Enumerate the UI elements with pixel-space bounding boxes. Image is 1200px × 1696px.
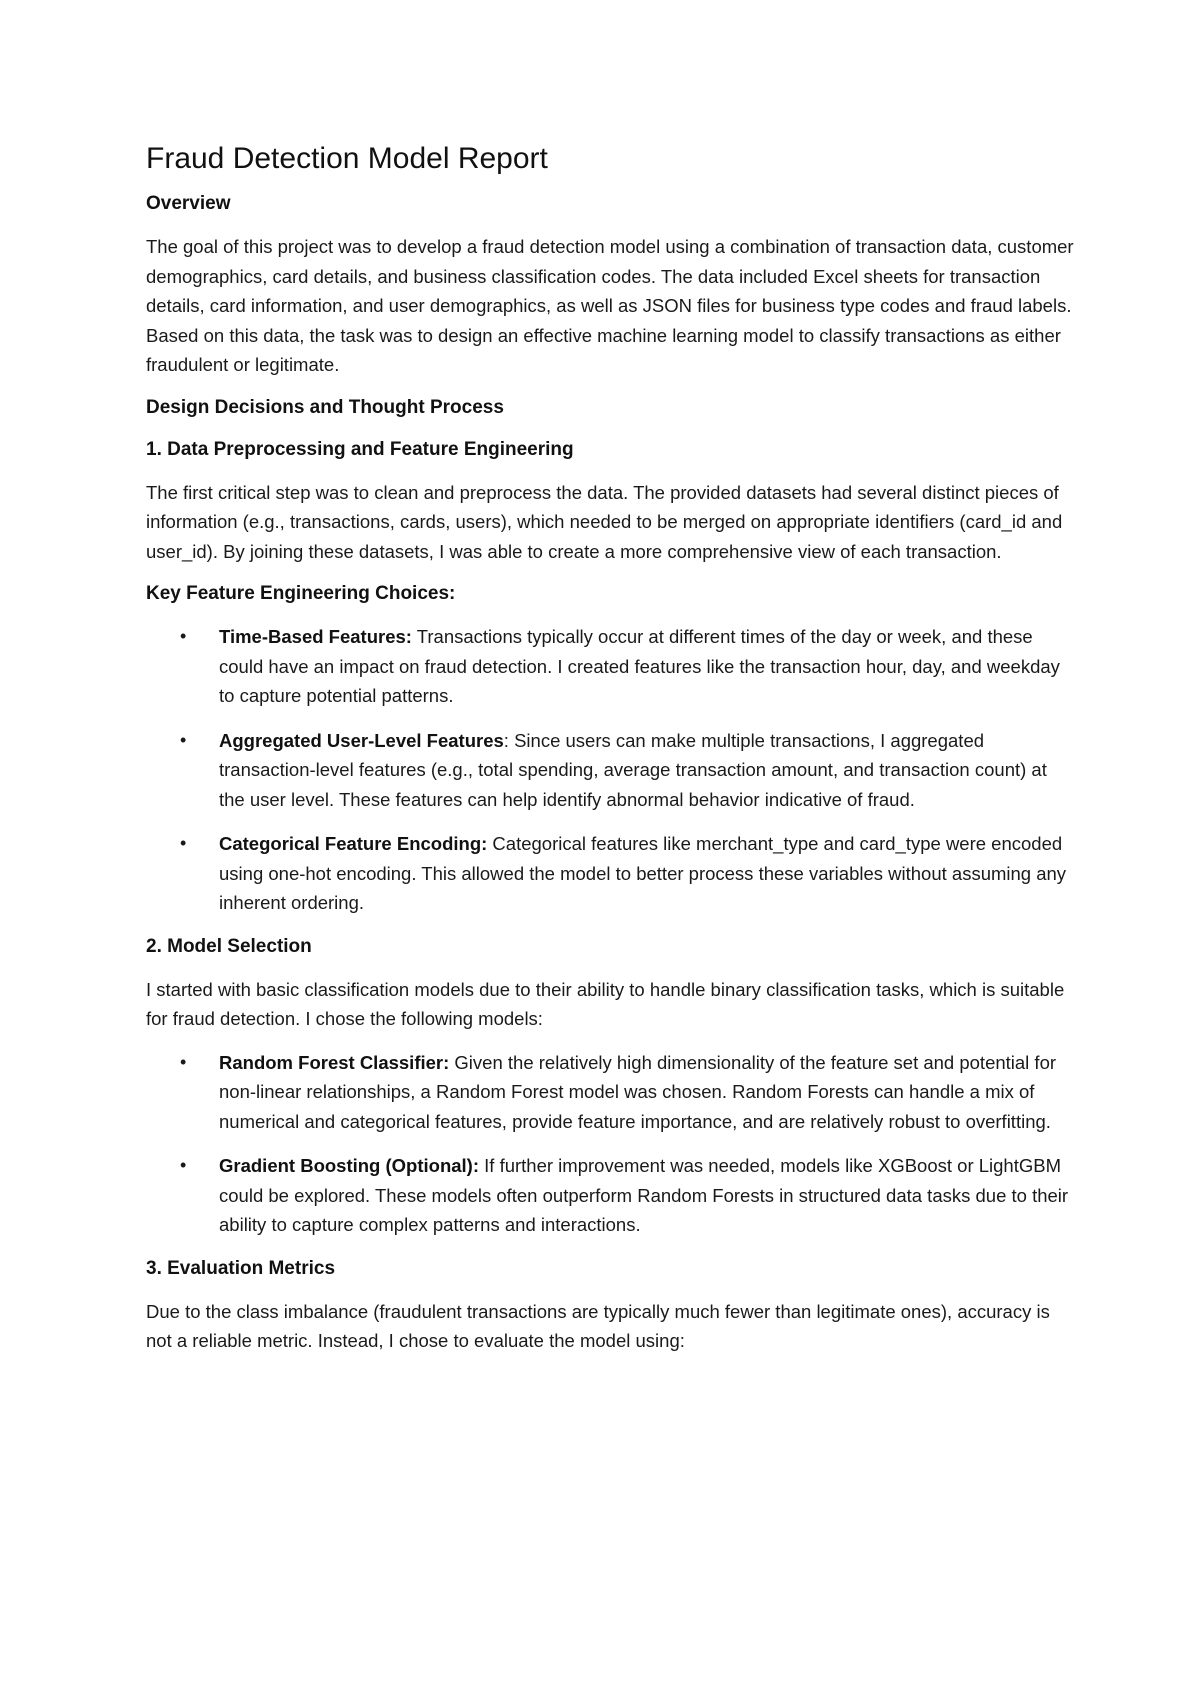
section2-heading: 2. Model Selection <box>146 935 312 957</box>
list-item-text: Categorical features like merchant_type and card_type were encoded using one-hot encoding. This allowed the model to better process these variables without assuming any inherent ordering. <box>219 833 1067 913</box>
list-item <box>146 829 1076 918</box>
list-item-text: Given the relatively high dimensionality of the feature set and potential for non-linear relationships, a Random Forest model was chosen. Random Forests can handle a mix of numerical and categorical features, provide feature importance, and are relatively robust to overfitting. <box>219 1051 1057 1132</box>
section1-heading: 1. Data Preprocessing and Feature Engineering <box>146 438 574 460</box>
section1-paragraph: The first critical step was to clean and preprocess the data. The provided datasets had several distinct pieces of information (e.g., transactions, cards, users), which needed to be merged on appropriate identifiers (card_id and user_id). By joining these datasets, I was able to create a more comprehensive view of each transaction. <box>146 481 1063 562</box>
list-item-text: Transactions typically occur at different times of the day or week, and these could have an impact on fraud detection. I created features like the transaction hour, day, and weekday to capture potential patterns. <box>219 626 1060 706</box>
list-item-term: Categorical Feature Encoding: <box>219 833 488 854</box>
list-item-text: If further improvement was needed, models like XGBoost or LightGBM could be explored. These models often outperform Random Forests in structured data tasks due to their ability to capture complex patterns and interactions. <box>219 1155 1069 1235</box>
key-feature-heading: Key Feature Engineering Choices: <box>146 583 456 604</box>
design-heading: Design Decisions and Thought Process <box>146 396 504 418</box>
list-item-term: Random Forest Classifier: <box>219 1051 450 1073</box>
feature-engineering-list <box>146 622 1076 918</box>
list-item-term: Aggregated User-Level Features <box>219 729 504 751</box>
document-page <box>146 140 1076 1370</box>
list-item-term: Gradient Boosting (Optional): <box>219 1155 480 1176</box>
section2-paragraph: I started with basic classification models due to their ability to handle binary classification tasks, which is suitable for fraud detection. I chose the following models: <box>146 978 1065 1029</box>
section3-heading: 3. Evaluation Metrics <box>146 1257 336 1279</box>
model-selection-list <box>146 1048 1076 1240</box>
list-item-text: : Since users can make multiple transactions, I aggregated transaction-level features (e.g., total spending, average transaction amount, and transaction count) at the user level. These features can help identify abnormal behavior indicative of fraud. <box>219 729 1047 810</box>
section3-paragraph: Due to the class imbalance (fraudulent transactions are typically much fewer than legitimate ones), accuracy is not a reliable metric. Instead, I chose to evaluate the model using: <box>146 1300 1050 1351</box>
bullet-icon: • <box>180 626 187 646</box>
bullet-icon: • <box>180 729 187 750</box>
list-item <box>146 1048 1076 1137</box>
bullet-icon: • <box>180 833 187 853</box>
list-item <box>146 726 1076 815</box>
overview-heading: Overview <box>146 193 231 214</box>
list-item-term: Time-Based Features: <box>219 626 412 647</box>
bullet-icon: • <box>180 1155 187 1175</box>
list-item <box>146 1151 1076 1240</box>
document-title: Fraud Detection Model Report <box>146 142 548 175</box>
overview-paragraph: The goal of this project was to develop a fraud detection model using a combination of transaction data, customer demographics, card details, and business classification codes. The data included Excel sheets for transaction details, card information, and user demographics, as well as JSON files for business type codes and fraud labels. Based on this data, the task was to design an effective machine learning model to classify transactions as either fraudulent or legitimate. <box>146 236 1074 375</box>
bullet-icon: • <box>180 1051 187 1072</box>
list-item <box>146 622 1076 711</box>
